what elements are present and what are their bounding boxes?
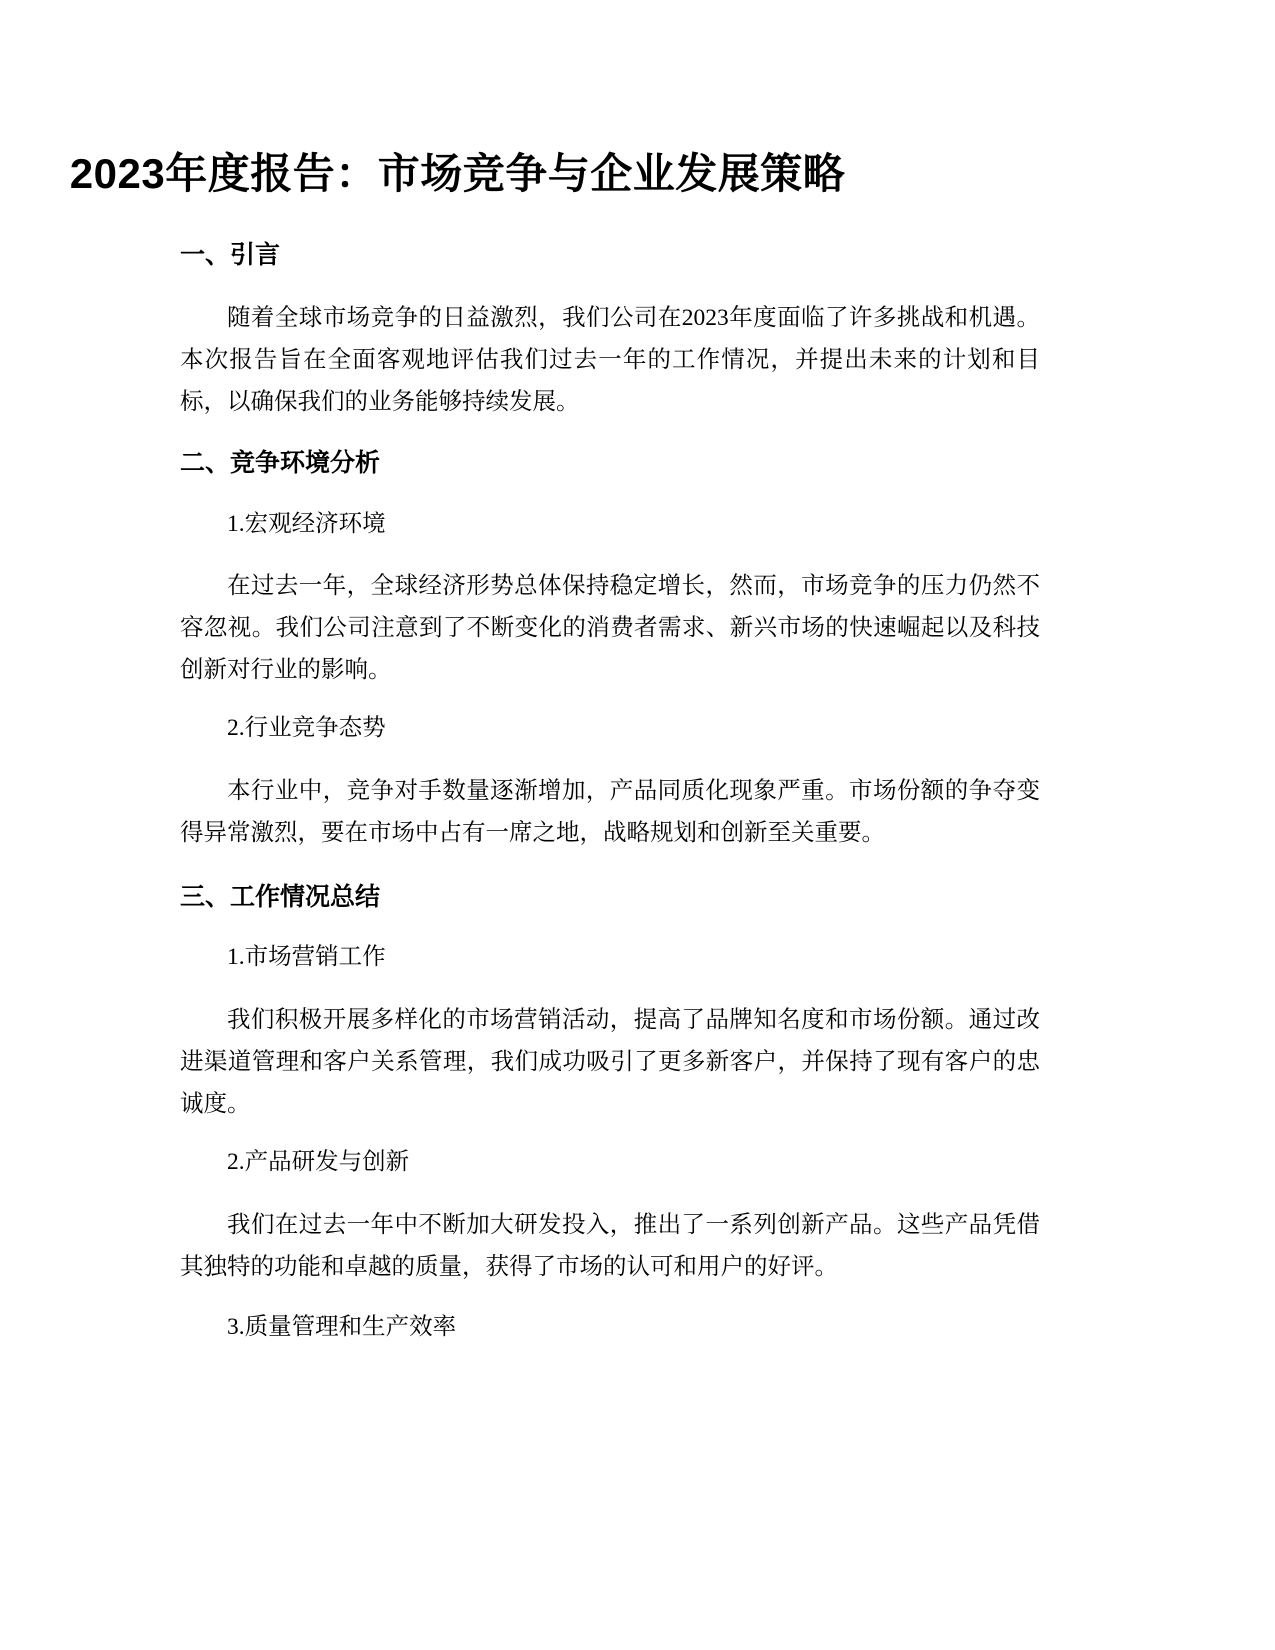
subsection-title-rnd-innovation: 2.产品研发与创新: [227, 1149, 410, 1175]
subsection-title-macro-economy: 1.宏观经济环境: [227, 511, 386, 537]
section-heading-introduction: 一、引言: [180, 241, 281, 269]
subsection-title-quality-efficiency: 3.质量管理和生产效率: [227, 1314, 457, 1340]
rnd-innovation-paragraph: 我们在过去一年中不断加大研发投入，推出了一系列创新产品。这些产品凭借其独特的功能和卓越的质量，获得了市场的认可和用户的好评。: [180, 1212, 1040, 1280]
subsection-title-marketing: 1.市场营销工作: [227, 944, 386, 970]
section-heading-competition-analysis: 二、竞争环境分析: [180, 449, 381, 477]
industry-competition-paragraph: 本行业中，竞争对手数量逐渐增加，产品同质化现象严重。市场份额的争夺变得异常激烈，要在市场中占有一席之地，战略规划和创新至关重要。: [180, 778, 1040, 846]
marketing-paragraph: 我们积极开展多样化的市场营销活动，提高了品牌知名度和市场份额。通过改进渠道管理和客户关系管理，我们成功吸引了更多新客户，并保持了现有客户的忠诚度。: [180, 1007, 1040, 1117]
macro-economy-paragraph: 在过去一年，全球经济形势总体保持稳定增长，然而，市场竞争的压力仍然不容忽视。我们公司注意到了不断变化的消费者需求、新兴市场的快速崛起以及科技创新对行业的影响。: [180, 573, 1040, 683]
subsection-title-industry-competition: 2.行业竞争态势: [227, 715, 386, 741]
introduction-paragraph: 随着全球市场竞争的日益激烈，我们公司在2023年度面临了许多挑战和机遇。本次报告旨在全面客观地评估我们过去一年的工作情况，并提出未来的计划和目标，以确保我们的业务能够持续发展。: [180, 305, 1040, 415]
section-heading-work-summary: 三、工作情况总结: [180, 883, 381, 911]
document-title: 2023年度报告：市场竞争与企业发展策略: [69, 150, 846, 197]
